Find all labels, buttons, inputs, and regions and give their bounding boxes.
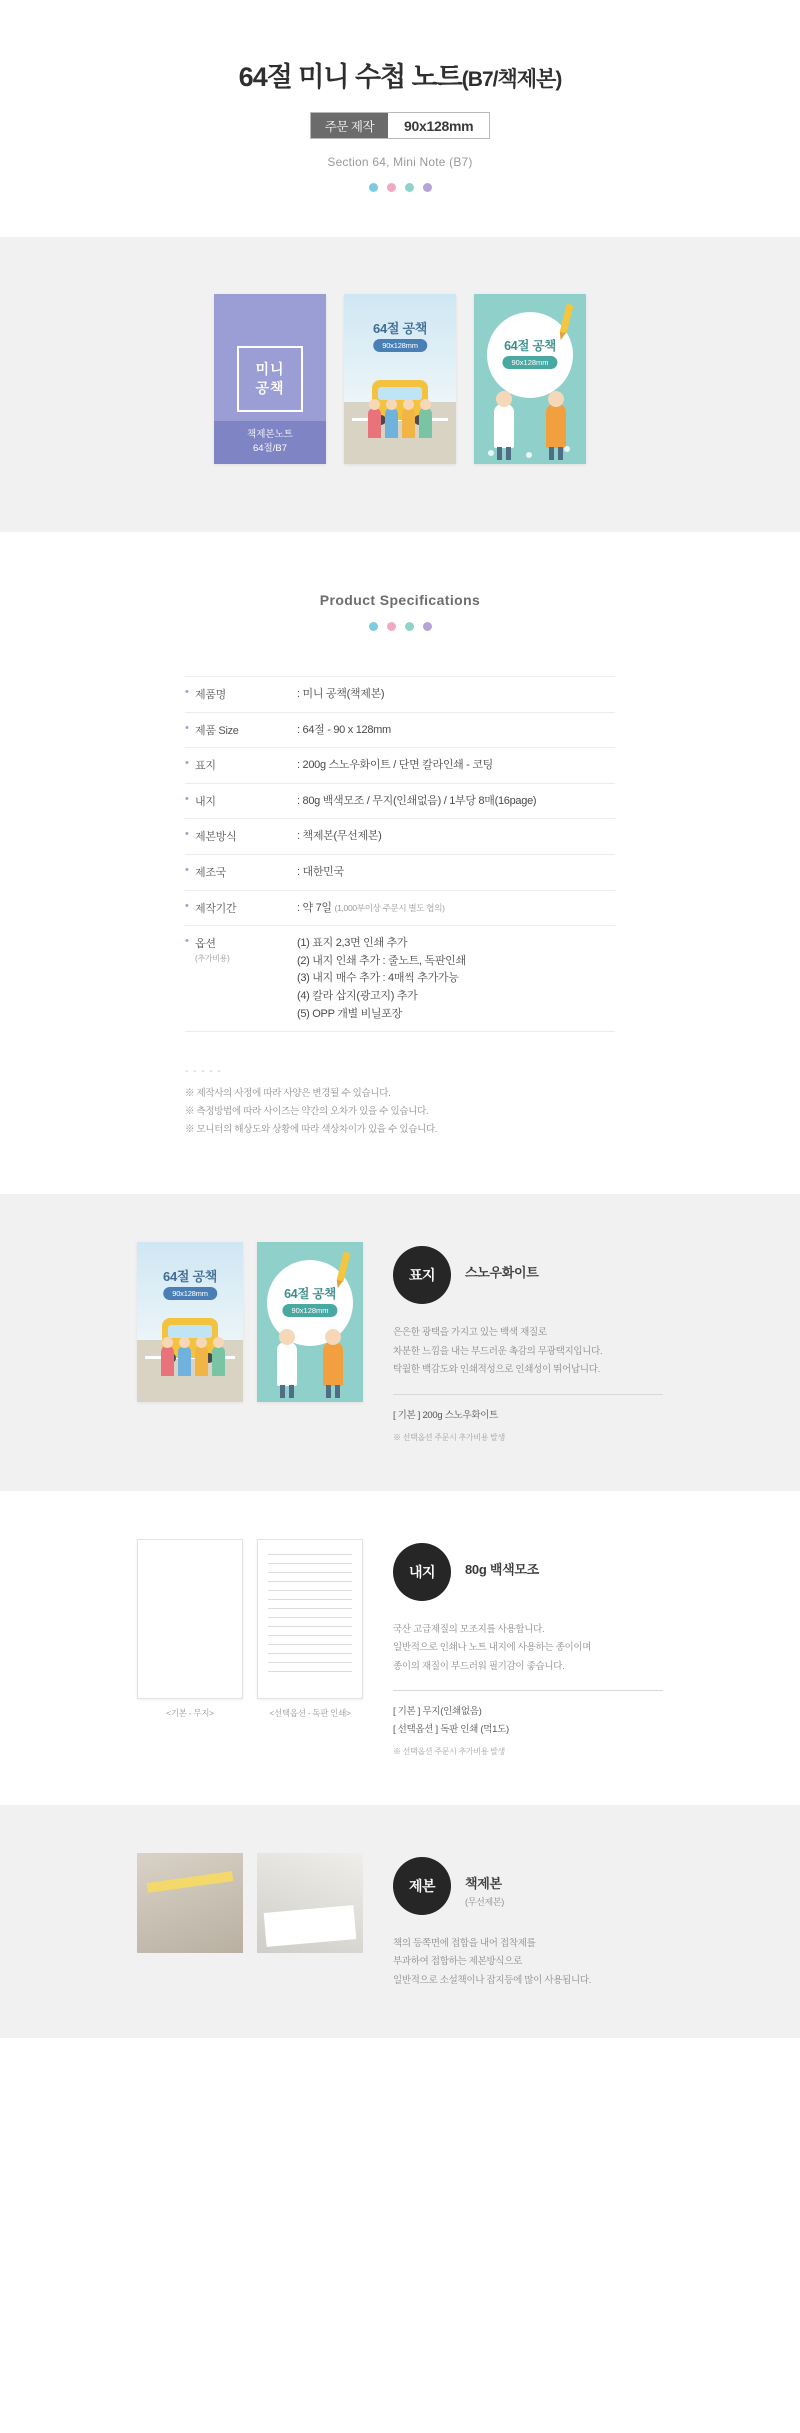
divider xyxy=(393,1690,663,1691)
note-line: ※ 측정방법에 따라 사이즈는 약간의 오차가 있을 수 있습니다. xyxy=(185,1106,429,1118)
child-icon xyxy=(546,404,566,448)
pencil-icon xyxy=(336,1252,350,1283)
feature-line: 일반적으로 소설책이나 잡지등에 많이 사용됩니다. xyxy=(393,1974,592,1986)
feature-option-note: ※ 선택옵션 주문시 추가비용 발생 xyxy=(393,1746,505,1756)
thumb-title: 64절 공책 xyxy=(163,1269,217,1285)
child-icon xyxy=(195,1346,208,1376)
feature-line: 종이의 재질이 부드러워 필기감이 좋습니다. xyxy=(393,1660,565,1672)
spec-value: : 80g 백색모조 / 무지(인쇄없음) / 1부당 8매(16page) xyxy=(297,794,537,807)
table-row xyxy=(185,855,615,891)
page-title-suffix: (B7/책제본) xyxy=(461,68,562,91)
feature-line: 탁월한 백감도와 인쇄적성으로 인쇄성이 뛰어납니다. xyxy=(393,1364,600,1376)
table-row-options xyxy=(185,926,615,1032)
cover-thumbnail-bus xyxy=(344,294,456,464)
child-icon xyxy=(212,1346,225,1376)
feature-heading-text: 80g 백색모조 xyxy=(465,1561,539,1577)
option-line: (2) 내지 인쇄 추가 : 줄노트, 독판인쇄 xyxy=(297,954,466,967)
feature-badge: 내지 xyxy=(393,1543,451,1601)
child-icon xyxy=(494,404,514,448)
feature-text-inner xyxy=(393,1539,663,1757)
order-size-value: 90x128mm xyxy=(388,113,489,138)
cover-gallery xyxy=(0,294,800,464)
option-line: (5) OPP 개별 비닐포장 xyxy=(297,1007,402,1020)
feature-text-binding xyxy=(393,1853,663,1991)
child-icon xyxy=(402,408,415,438)
feature-thumb-teal xyxy=(257,1242,363,1402)
divider: - - - - - xyxy=(185,1066,222,1078)
thumb-size-pill: 90x128mm xyxy=(163,1287,217,1300)
spec-value-options xyxy=(297,935,615,1023)
feature-body xyxy=(393,1304,663,1443)
feature-line: 차분한 느낌을 내는 부드러운 촉감의 무광택지입니다. xyxy=(393,1345,603,1357)
cover1-line2: 공책 xyxy=(255,380,285,396)
cover-gallery-section xyxy=(0,237,800,532)
spec-value: : 대한민국 xyxy=(297,865,344,878)
binding-photo-2 xyxy=(257,1853,363,1953)
cover2-size-pill: 90x128mm xyxy=(373,339,427,352)
spec-table xyxy=(185,676,615,1032)
binding-photo-1 xyxy=(137,1853,243,1953)
cover3-title: 64절 공책 xyxy=(504,339,556,353)
child-icon xyxy=(368,408,381,438)
feature-section-inner xyxy=(0,1491,800,1805)
child-icon xyxy=(277,1342,297,1386)
page-title xyxy=(0,55,800,94)
cover-thumbnail-teal xyxy=(474,294,586,464)
order-tag-label: 주문 제작 xyxy=(311,113,388,138)
binding-feature-thumbnails xyxy=(137,1853,363,1953)
feature-thumb-lined xyxy=(257,1539,363,1699)
spec-dot-decoration xyxy=(0,622,800,631)
table-row xyxy=(185,819,615,855)
thumb-caption: <선택옵션 - 독판 인쇄> xyxy=(269,1707,351,1718)
child-icon xyxy=(323,1342,343,1386)
option-label-text: 옵션 xyxy=(195,938,216,951)
cover3-size-pill: 90x128mm xyxy=(502,356,557,369)
pencil-icon xyxy=(559,304,573,335)
spec-value: : 미니 공책(책제본) xyxy=(297,688,385,700)
table-row xyxy=(185,676,615,713)
child-icon xyxy=(178,1346,191,1376)
feature-body xyxy=(393,1915,663,1991)
feature-badge: 표지 xyxy=(393,1246,451,1304)
feature-heading-text: 책제본 xyxy=(465,1875,502,1891)
spec-label: • 제품명 xyxy=(185,686,297,704)
spec-value-note: (1,000부이상 주문시 별도 협의) xyxy=(334,902,445,913)
thumb-caption: <기본 - 무지> xyxy=(166,1707,214,1718)
cover1-line1: 미니 xyxy=(255,361,285,378)
note-line: ※ 제작사의 사정에 따라 사양은 변경될 수 있습니다. xyxy=(185,1088,391,1100)
hero-subtitle: Section 64, Mini Note (B7) xyxy=(327,155,473,169)
cover-thumbnail-purple xyxy=(214,294,326,464)
spec-label: • 제본방식 xyxy=(185,828,297,846)
spec-value xyxy=(297,900,615,918)
table-row xyxy=(185,713,615,749)
spec-label: • 내지 xyxy=(185,793,297,811)
option-line: (4) 칼라 삽지(광고지) 추가 xyxy=(297,989,418,1002)
feature-line: 일반적으로 인쇄나 노트 내지에 사용하는 종이이며 xyxy=(393,1642,592,1654)
spec-value: : 책제본(무선제본) xyxy=(297,830,382,843)
child-icon xyxy=(385,408,398,438)
spec-label: • 제조국 xyxy=(185,864,297,882)
feature-section-cover xyxy=(0,1194,800,1491)
hero-section xyxy=(0,0,800,237)
feature-heading-text: 스노우화이트 xyxy=(465,1265,539,1281)
cover1-foot-line1: 책제본노트 xyxy=(247,428,293,440)
thumb-size-pill: 90x128mm xyxy=(282,1304,337,1317)
spec-label: • 표지 xyxy=(185,757,297,775)
option-line: (1) 표지 2,3면 인쇄 추가 xyxy=(297,937,408,950)
spec-label: • 제작기간 xyxy=(185,900,297,918)
spec-value-main: : 약 7일 xyxy=(297,901,332,914)
page-title-main: 64절 미니 수첩 노트 xyxy=(238,62,462,92)
spec-heading: Product Specifications xyxy=(319,592,481,608)
table-row xyxy=(185,748,615,784)
line-pattern xyxy=(258,1540,362,1694)
child-icon xyxy=(161,1346,174,1376)
cover2-title: 64절 공책 xyxy=(373,321,427,336)
feature-line: 부과하여 접합하는 제본방식으로 xyxy=(393,1956,522,1968)
feature-line: 은은한 광택을 가지고 있는 백색 재질로 xyxy=(393,1327,547,1339)
child-icon xyxy=(419,408,432,438)
divider xyxy=(393,1394,663,1395)
circle-graphic xyxy=(487,312,573,398)
feature-text-cover xyxy=(393,1242,663,1443)
disclaimer-notes xyxy=(185,1066,615,1139)
feature-option: [ 기본 ] 200g 스노우화이트 xyxy=(393,1409,498,1421)
feature-option: [ 기본 ] 무지(인쇄없음) xyxy=(393,1706,482,1718)
spec-label: • 제품 Size xyxy=(185,722,297,740)
feature-option-note: ※ 선택옵션 주문시 추가비용 발생 xyxy=(393,1432,505,1442)
cover1-foot-line2: 64절/B7 xyxy=(252,442,287,454)
option-label-sub: (추가비용) xyxy=(195,954,230,964)
feature-line: 책의 등쪽면에 접합을 내어 접착제를 xyxy=(393,1937,536,1949)
thumb-title: 64절 공책 xyxy=(284,1287,336,1302)
feature-option: [ 선택옵션 ] 독판 인쇄 (먹1도) xyxy=(393,1723,509,1735)
feature-thumb-plain xyxy=(137,1539,243,1699)
order-size-badge xyxy=(310,112,491,139)
feature-heading-sub: (무선제본) xyxy=(465,1896,504,1907)
cover1-footer xyxy=(214,421,326,465)
table-row xyxy=(185,891,615,927)
note-line: ※ 모니터의 해상도와 상황에 따라 색상차이가 있을 수 있습니다. xyxy=(185,1124,438,1136)
feature-badge: 제본 xyxy=(393,1857,451,1915)
specifications-section xyxy=(0,532,800,1194)
spec-label-option xyxy=(185,935,297,1023)
option-line: (3) 내지 매수 추가 : 4매씩 추가가능 xyxy=(297,972,459,985)
cover-feature-thumbnails xyxy=(137,1242,363,1410)
feature-line: 국산 고급제질의 모조지를 사용합니다. xyxy=(393,1623,545,1635)
spec-value: : 64절 - 90 x 128mm xyxy=(297,723,391,736)
feature-section-binding xyxy=(0,1805,800,2039)
cover1-box xyxy=(237,346,302,412)
table-row xyxy=(185,784,615,820)
feature-body xyxy=(393,1601,663,1757)
inner-feature-thumbnails xyxy=(137,1539,363,1719)
feature-thumb-bus xyxy=(137,1242,243,1402)
hero-dot-decoration xyxy=(0,183,800,192)
spec-value: : 200g 스노우화이트 / 단면 칼라인쇄 - 코팅 xyxy=(297,759,494,772)
